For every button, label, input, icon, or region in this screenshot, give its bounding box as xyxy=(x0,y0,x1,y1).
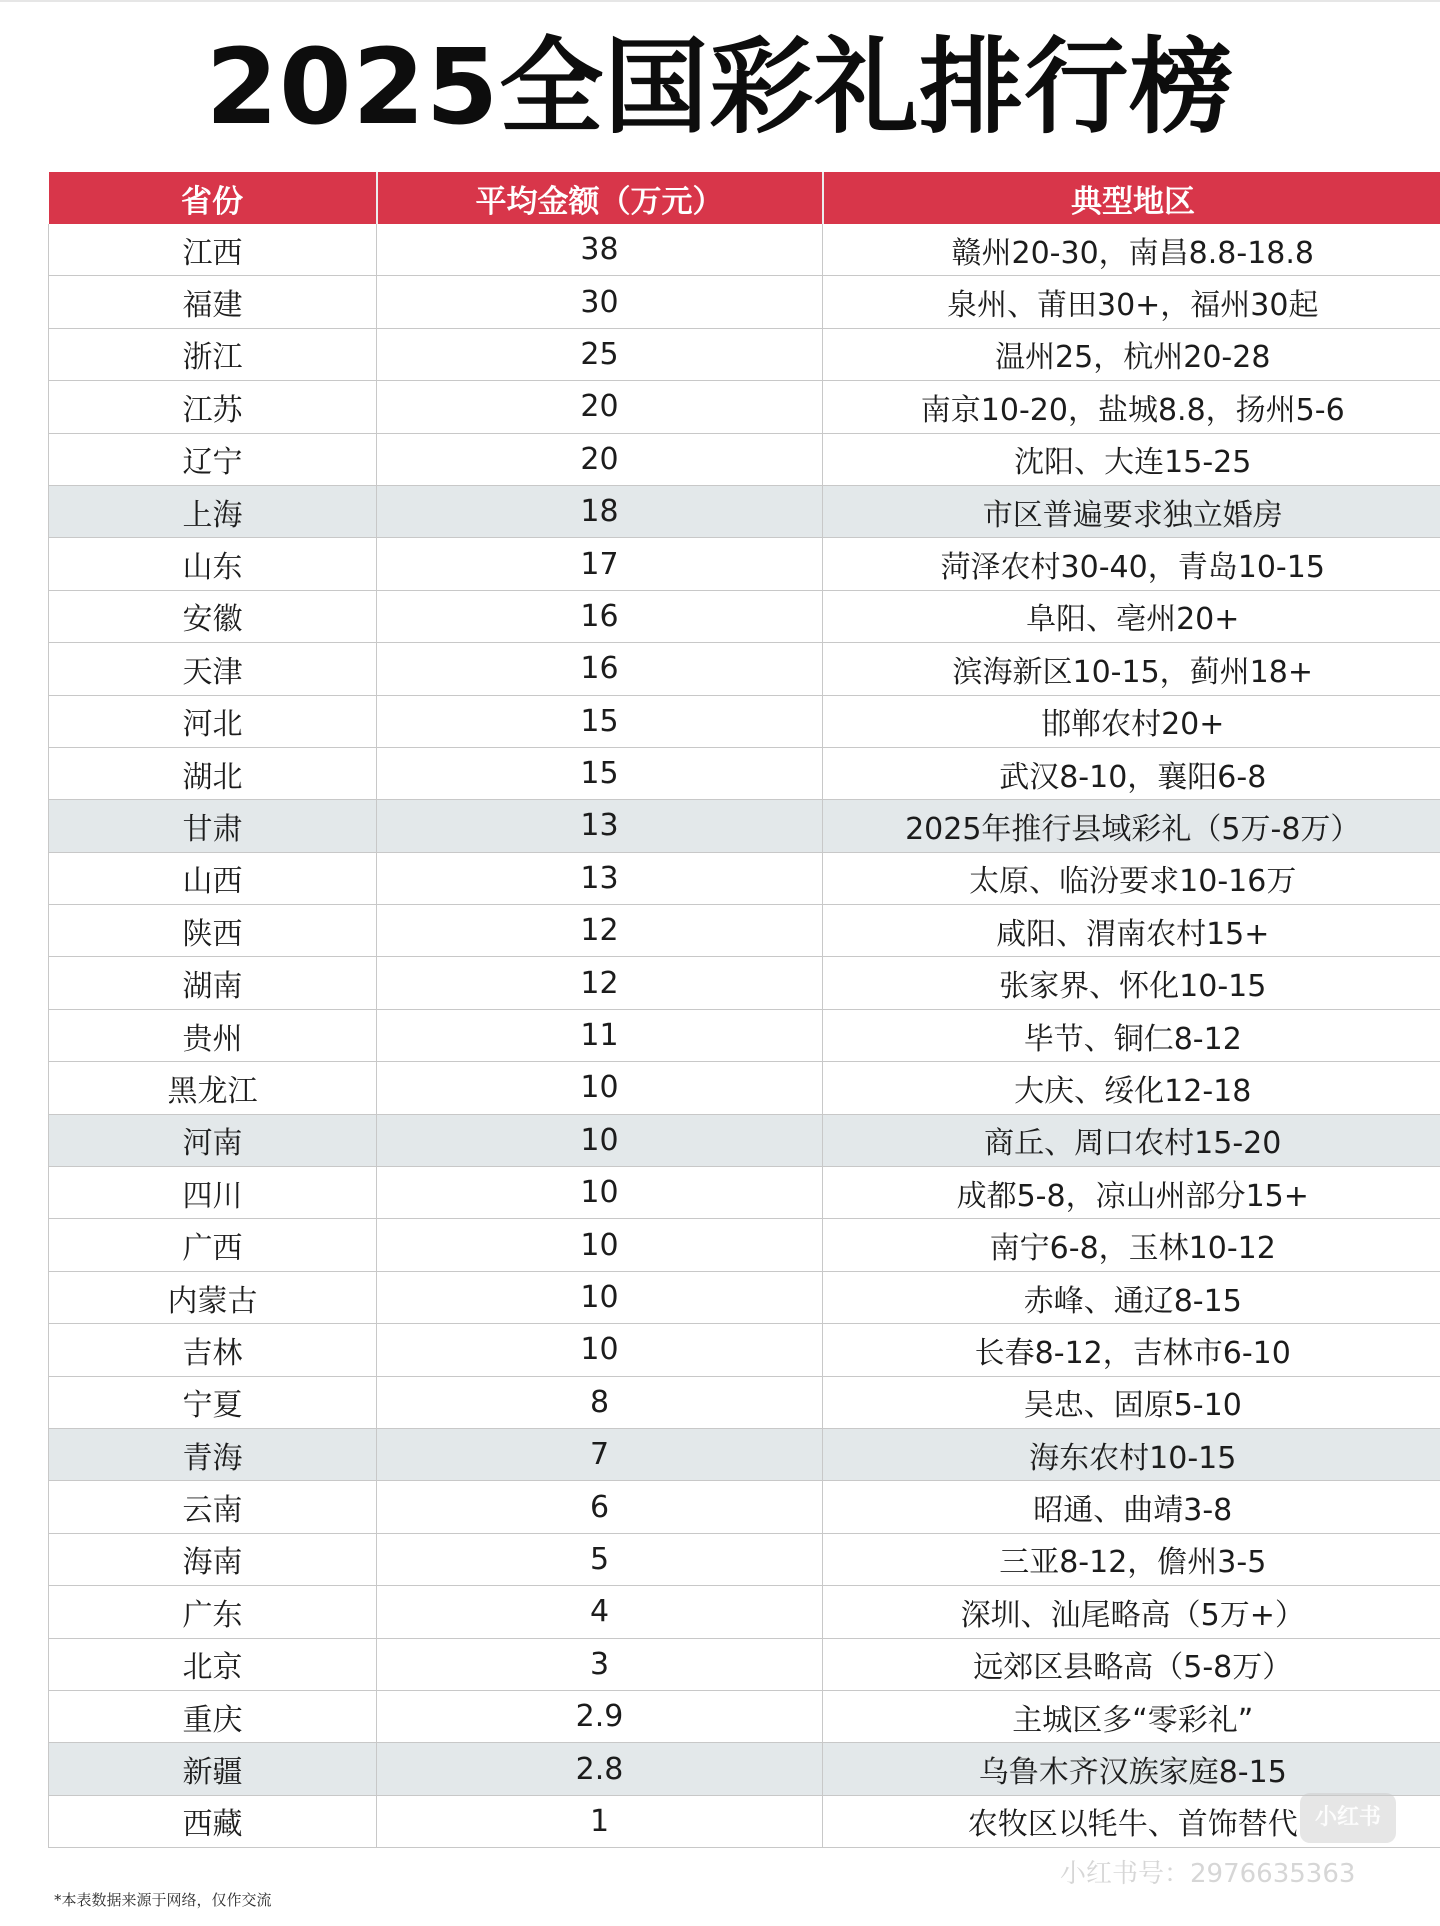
cell-amount: 10 xyxy=(377,1062,823,1114)
table-row xyxy=(49,1219,1440,1271)
cell-regions: 乌鲁木齐汉族家庭8-15 xyxy=(823,1743,1440,1795)
cell-province: 辽宁 xyxy=(49,433,377,485)
cell-province: 内蒙古 xyxy=(49,1271,377,1323)
cell-amount: 2.9 xyxy=(377,1690,823,1742)
table-row xyxy=(49,1638,1440,1690)
cell-regions: 邯郸农村20+ xyxy=(823,695,1440,747)
cell-amount: 15 xyxy=(377,747,823,799)
watermark-id: 小红书号：2976635363 xyxy=(1060,1859,1356,1889)
top-rule xyxy=(0,0,1440,2)
cell-province: 河南 xyxy=(49,1114,377,1166)
cell-province: 新疆 xyxy=(49,1743,377,1795)
ranking-table xyxy=(48,172,1440,1848)
cell-province: 吉林 xyxy=(49,1324,377,1376)
cell-province: 山西 xyxy=(49,852,377,904)
cell-regions: 沈阳、大连15-25 xyxy=(823,433,1440,485)
watermark-logo: 小红书 xyxy=(1300,1793,1396,1843)
page-title: 2025全国彩礼排行榜 xyxy=(205,26,1235,148)
table-row xyxy=(49,1795,1440,1847)
table-row xyxy=(49,1062,1440,1114)
cell-regions: 三亚8-12，儋州3-5 xyxy=(823,1533,1440,1585)
cell-province: 天津 xyxy=(49,643,377,695)
table-row xyxy=(49,1114,1440,1166)
cell-province: 陕西 xyxy=(49,905,377,957)
cell-regions: 市区普遍要求独立婚房 xyxy=(823,485,1440,537)
cell-regions: 昭通、曲靖3-8 xyxy=(823,1481,1440,1533)
table-row xyxy=(49,957,1440,1009)
cell-province: 江西 xyxy=(49,224,377,276)
cell-province: 河北 xyxy=(49,695,377,747)
table-row xyxy=(49,1428,1440,1480)
cell-amount: 13 xyxy=(377,852,823,904)
cell-amount: 11 xyxy=(377,1009,823,1061)
table-row xyxy=(49,1743,1440,1795)
cell-province: 海南 xyxy=(49,1533,377,1585)
cell-province: 青海 xyxy=(49,1428,377,1480)
cell-amount: 16 xyxy=(377,590,823,642)
table-row xyxy=(49,276,1440,328)
cell-regions: 温州25，杭州20-28 xyxy=(823,328,1440,380)
column-header-province: 省份 xyxy=(49,172,377,224)
cell-regions: 咸阳、渭南农村15+ xyxy=(823,905,1440,957)
cell-amount: 10 xyxy=(377,1219,823,1271)
cell-regions: 远郊区县略高（5-8万） xyxy=(823,1638,1440,1690)
table-row xyxy=(49,1586,1440,1638)
table-row xyxy=(49,381,1440,433)
table-row xyxy=(49,328,1440,380)
cell-regions: 泉州、莆田30+，福州30起 xyxy=(823,276,1440,328)
cell-province: 广西 xyxy=(49,1219,377,1271)
cell-amount: 7 xyxy=(377,1428,823,1480)
cell-province: 西藏 xyxy=(49,1795,377,1847)
table-row xyxy=(49,590,1440,642)
cell-amount: 25 xyxy=(377,328,823,380)
cell-regions: 菏泽农村30-40，青岛10-15 xyxy=(823,538,1440,590)
cell-regions: 深圳、汕尾略高（5万+） xyxy=(823,1586,1440,1638)
cell-regions: 成都5-8，凉山州部分15+ xyxy=(823,1167,1440,1219)
table-row xyxy=(49,800,1440,852)
cell-province: 甘肃 xyxy=(49,800,377,852)
cell-province: 贵州 xyxy=(49,1009,377,1061)
cell-amount: 12 xyxy=(377,905,823,957)
table-row xyxy=(49,695,1440,747)
cell-regions: 主城区多“零彩礼” xyxy=(823,1690,1440,1742)
cell-regions: 农牧区以牦牛、首饰替代 xyxy=(823,1795,1440,1847)
cell-regions: 大庆、绥化12-18 xyxy=(823,1062,1440,1114)
table-body xyxy=(49,224,1440,1848)
cell-province: 宁夏 xyxy=(49,1376,377,1428)
cell-regions: 阜阳、亳州20+ xyxy=(823,590,1440,642)
cell-amount: 10 xyxy=(377,1114,823,1166)
cell-amount: 15 xyxy=(377,695,823,747)
table-row xyxy=(49,1690,1440,1742)
cell-regions: 赤峰、通辽8-15 xyxy=(823,1271,1440,1323)
cell-regions: 滨海新区10-15，蓟州18+ xyxy=(823,643,1440,695)
table-row xyxy=(49,1376,1440,1428)
cell-amount: 10 xyxy=(377,1167,823,1219)
cell-province: 江苏 xyxy=(49,381,377,433)
cell-amount: 16 xyxy=(377,643,823,695)
table-row xyxy=(49,747,1440,799)
column-header-regions: 典型地区 xyxy=(823,172,1440,224)
cell-province: 上海 xyxy=(49,485,377,537)
cell-amount: 20 xyxy=(377,433,823,485)
table-row xyxy=(49,1533,1440,1585)
table-row xyxy=(49,1009,1440,1061)
cell-amount: 38 xyxy=(377,224,823,276)
cell-amount: 30 xyxy=(377,276,823,328)
cell-regions: 张家界、怀化10-15 xyxy=(823,957,1440,1009)
table-row xyxy=(49,433,1440,485)
cell-regions: 南京10-20，盐城8.8，扬州5-6 xyxy=(823,381,1440,433)
table-row xyxy=(49,643,1440,695)
cell-regions: 商丘、周口农村15-20 xyxy=(823,1114,1440,1166)
cell-amount: 8 xyxy=(377,1376,823,1428)
cell-amount: 6 xyxy=(377,1481,823,1533)
cell-amount: 10 xyxy=(377,1324,823,1376)
table-row xyxy=(49,1324,1440,1376)
table-row xyxy=(49,224,1440,276)
column-header-amount: 平均金额（万元） xyxy=(377,172,823,224)
cell-amount: 18 xyxy=(377,485,823,537)
table-row xyxy=(49,1271,1440,1323)
cell-province: 黑龙江 xyxy=(49,1062,377,1114)
cell-amount: 5 xyxy=(377,1533,823,1585)
cell-province: 福建 xyxy=(49,276,377,328)
cell-amount: 10 xyxy=(377,1271,823,1323)
cell-amount: 20 xyxy=(377,381,823,433)
table-row xyxy=(49,1481,1440,1533)
cell-amount: 3 xyxy=(377,1638,823,1690)
cell-amount: 12 xyxy=(377,957,823,1009)
cell-province: 北京 xyxy=(49,1638,377,1690)
cell-regions: 南宁6-8，玉林10-12 xyxy=(823,1219,1440,1271)
cell-province: 四川 xyxy=(49,1167,377,1219)
cell-province: 云南 xyxy=(49,1481,377,1533)
cell-amount: 4 xyxy=(377,1586,823,1638)
cell-regions: 毕节、铜仁8-12 xyxy=(823,1009,1440,1061)
cell-amount: 1 xyxy=(377,1795,823,1847)
cell-regions: 长春8-12，吉林市6-10 xyxy=(823,1324,1440,1376)
table-row xyxy=(49,538,1440,590)
cell-province: 山东 xyxy=(49,538,377,590)
cell-amount: 13 xyxy=(377,800,823,852)
cell-province: 广东 xyxy=(49,1586,377,1638)
cell-regions: 武汉8-10，襄阳6-8 xyxy=(823,747,1440,799)
cell-regions: 赣州20-30，南昌8.8-18.8 xyxy=(823,224,1440,276)
table-row xyxy=(49,852,1440,904)
cell-province: 安徽 xyxy=(49,590,377,642)
table-row xyxy=(49,1167,1440,1219)
table-row xyxy=(49,485,1440,537)
table-row xyxy=(49,905,1440,957)
footnote: *本表数据来源于网络，仅作交流 xyxy=(54,1891,272,1909)
cell-province: 湖北 xyxy=(49,747,377,799)
table-header-row xyxy=(49,172,1440,224)
cell-regions: 太原、临汾要求10-16万 xyxy=(823,852,1440,904)
cell-amount: 2.8 xyxy=(377,1743,823,1795)
cell-regions: 海东农村10-15 xyxy=(823,1428,1440,1480)
cell-province: 重庆 xyxy=(49,1690,377,1742)
cell-province: 湖南 xyxy=(49,957,377,1009)
cell-province: 浙江 xyxy=(49,328,377,380)
cell-amount: 17 xyxy=(377,538,823,590)
cell-regions: 吴忠、固原5-10 xyxy=(823,1376,1440,1428)
cell-regions: 2025年推行县域彩礼（5万-8万） xyxy=(823,800,1440,852)
